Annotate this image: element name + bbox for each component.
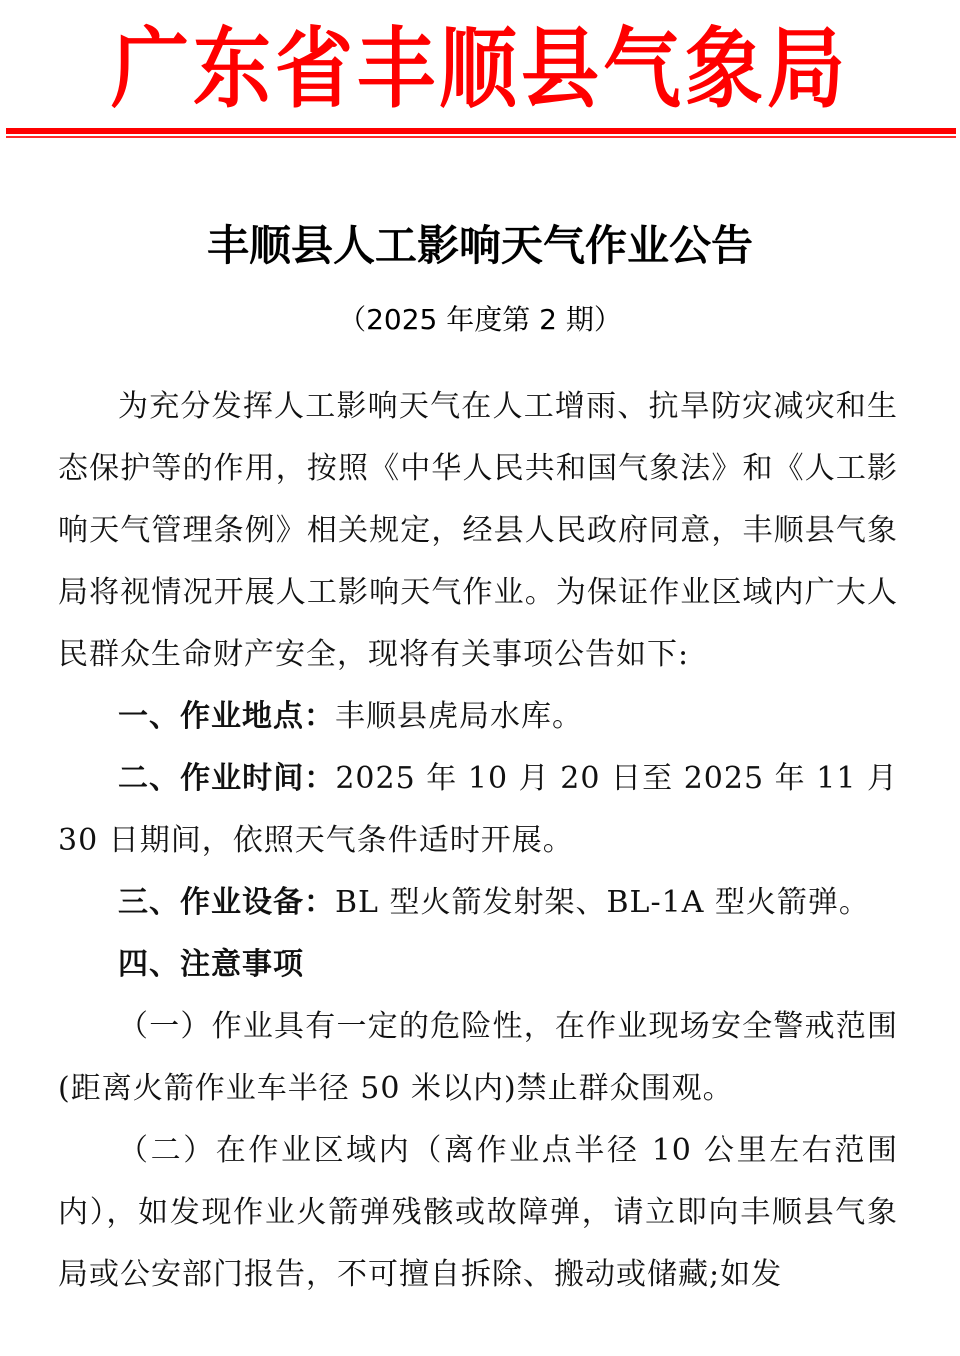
section-label: 三、作业设备： <box>118 885 335 920</box>
section-time <box>58 748 898 872</box>
issue-number: （2025 年度第 2 期） <box>338 303 622 336</box>
section-text: BL 型火箭发射架、BL-1A 型火箭弹。 <box>335 885 870 920</box>
intro-paragraph: 为充分发挥人工影响天气在人工增雨、抗旱防灾减灾和生态保护等的作用，按照《中华人民共和国气象法》和《人工影响天气管理条例》相关规定，经县人民政府同意，丰顺县气象局将视情况开展人工影响天气作业。为保证作业区域内广大人民群众生命财产安全，现将有关事项公告如下: <box>58 389 898 672</box>
section-text: 丰顺县虎局水库。 <box>335 699 583 734</box>
section-text: 2025 年 10 月 20 日至 2025 年 11 月 30 日期间，依照天气条件适时开展。 <box>58 761 899 858</box>
section-location <box>58 686 898 748</box>
note-item: （一）作业具有一定的危险性，在作业现场安全警戒范围(距离火箭作业车半径 50 米以内)禁止群众围观。 <box>58 1009 898 1106</box>
section-equipment <box>58 872 898 934</box>
red-divider-thick <box>6 128 956 134</box>
section-label: 四、注意事项 <box>118 947 304 982</box>
red-divider-thin <box>6 136 956 138</box>
note-item: （二）在作业区域内（离作业点半径 10 公里左右范围内），如发现作业火箭弹残骸或故障弹，请立即向丰顺县气象局或公安部门报告，不可擅自拆除、搬动或储藏;如发 <box>58 1133 898 1292</box>
document-body <box>58 376 898 1306</box>
section-notes-heading <box>58 934 898 996</box>
document-title: 丰顺县人工影响天气作业公告 <box>206 221 753 270</box>
section-label: 一、作业地点： <box>118 699 335 734</box>
section-label: 二、作业时间： <box>118 761 336 796</box>
organization-name: 广东省丰顺县气象局 <box>110 18 849 121</box>
